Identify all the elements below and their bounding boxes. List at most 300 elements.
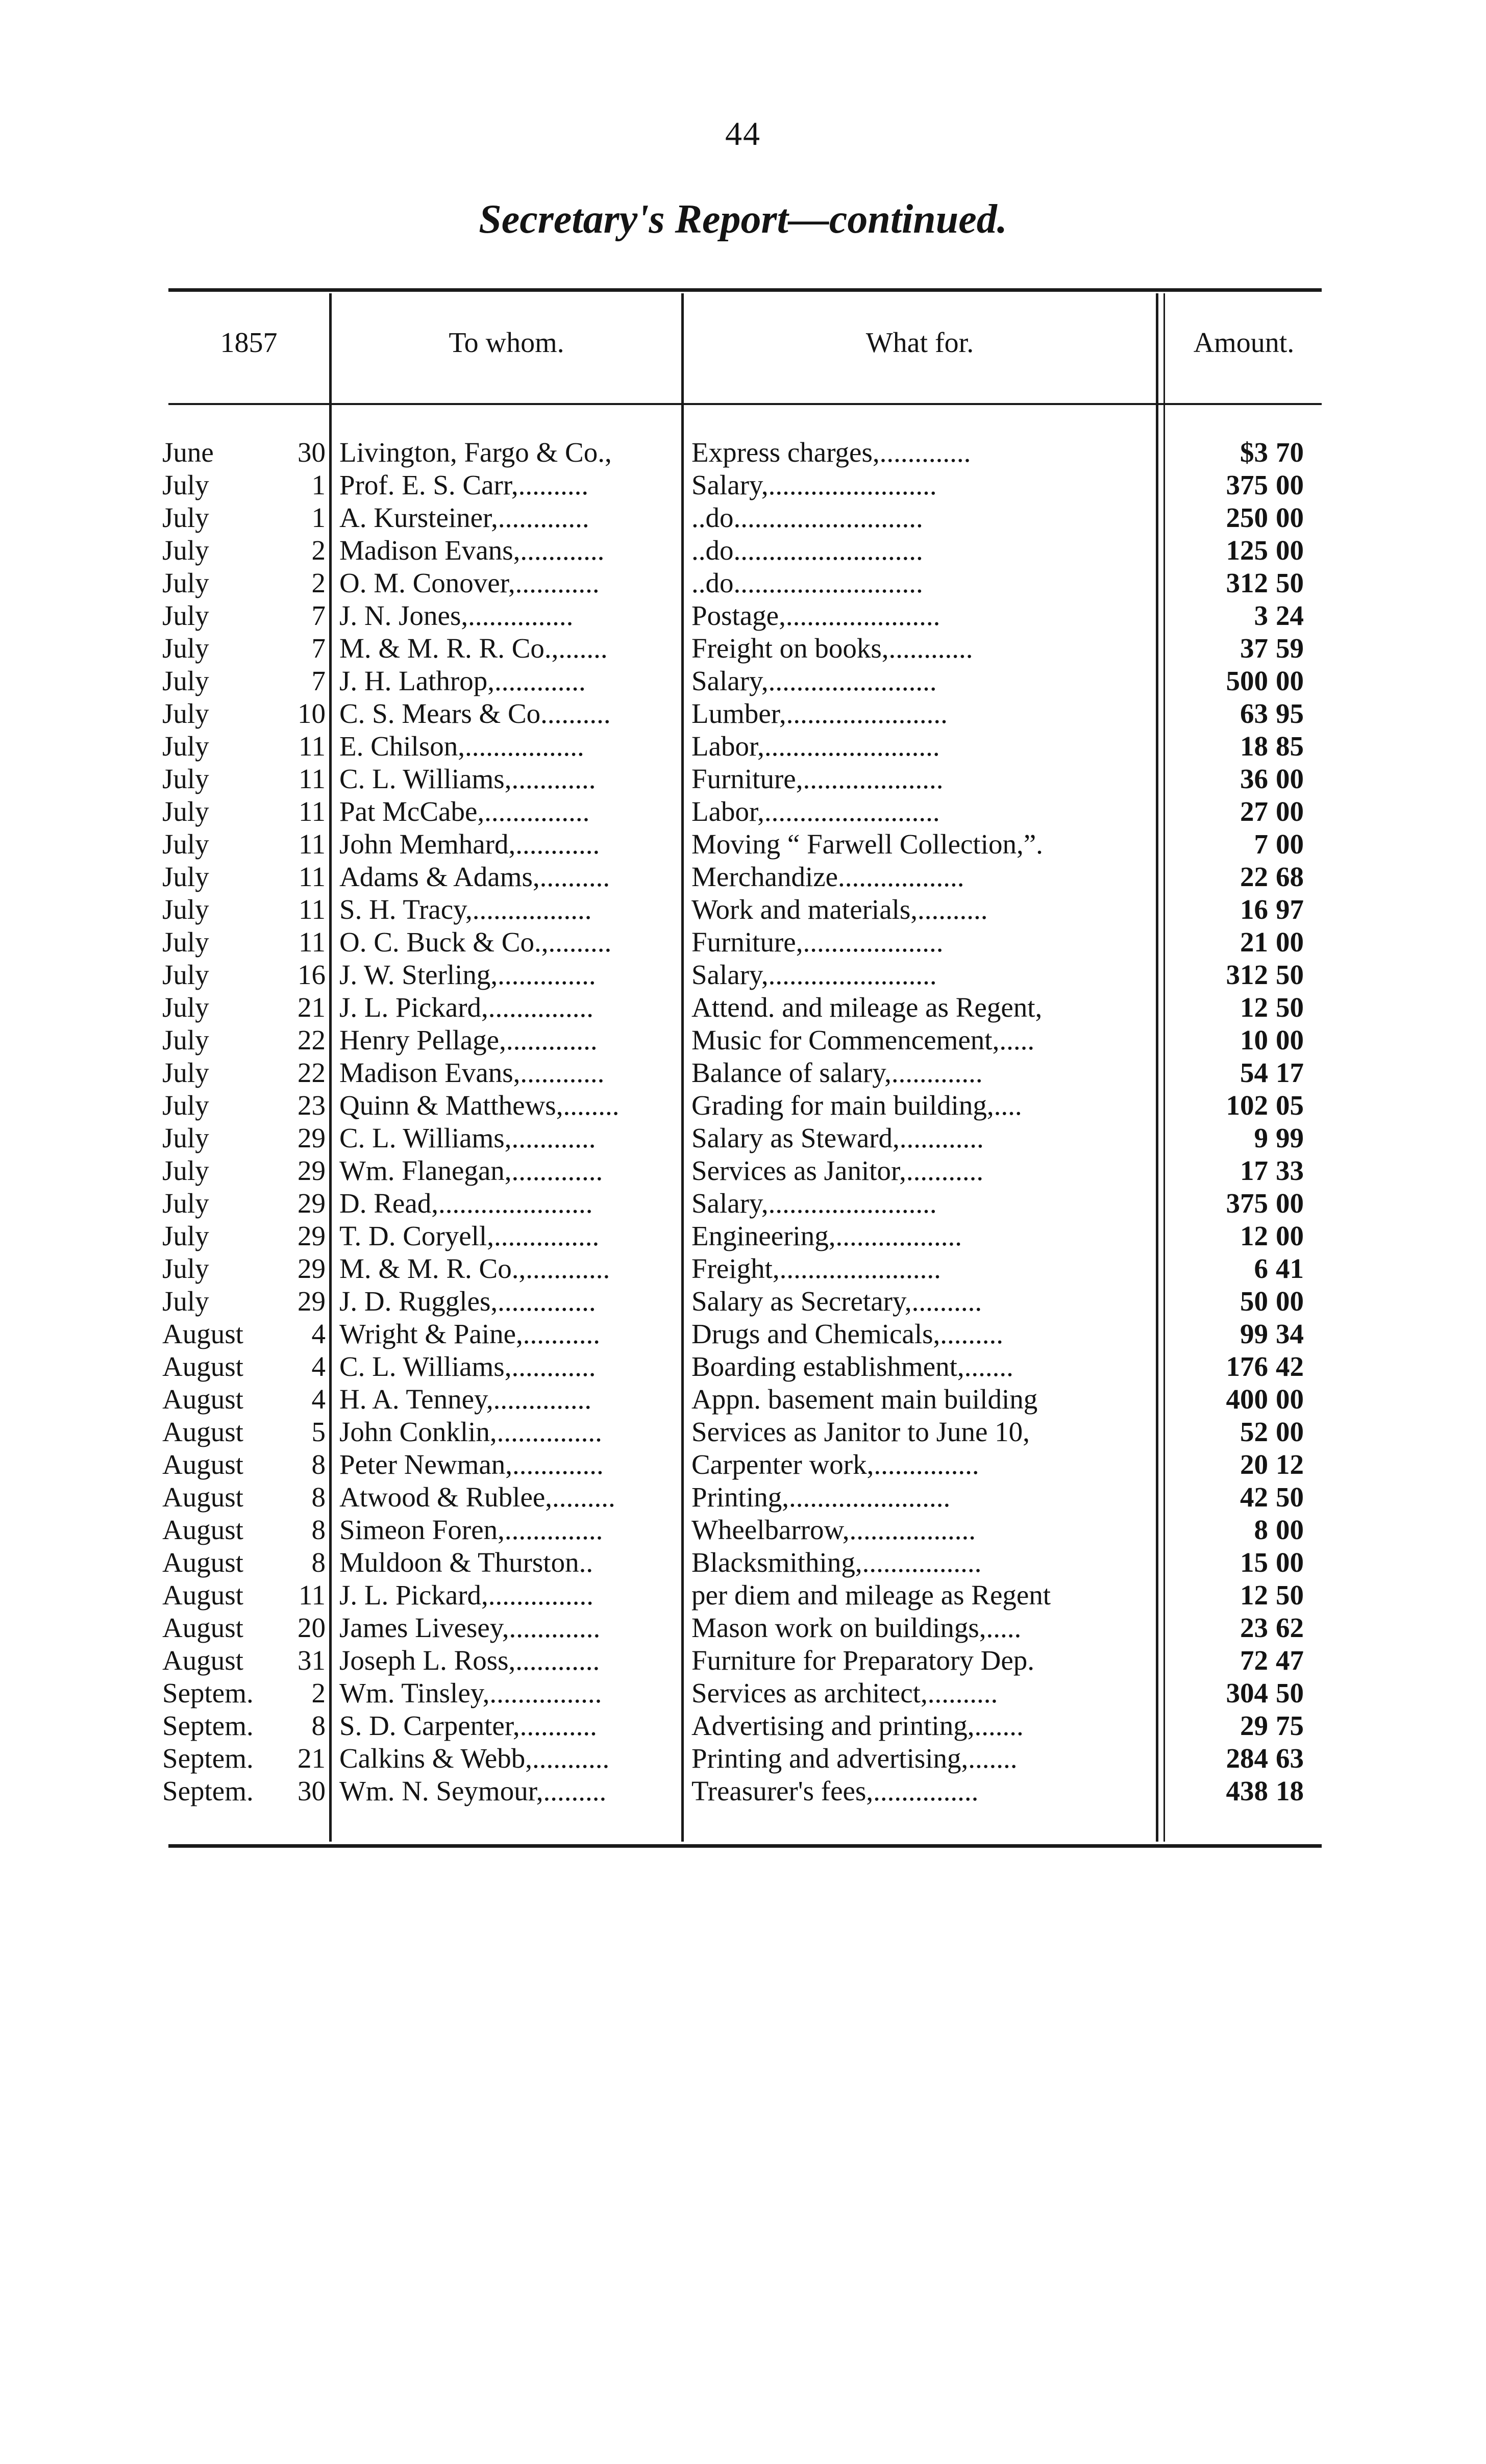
row-month: August [162, 1351, 243, 1382]
row-amount-cents: 34 [1276, 1318, 1304, 1349]
row-amount-dollars: 304 [1226, 1677, 1268, 1708]
row-month: July [162, 567, 209, 598]
row-month: Septem. [162, 1710, 254, 1741]
row-month: July [162, 1188, 209, 1219]
row-amount-cents: 97 [1276, 894, 1304, 925]
row-amount-dollars: 36 [1240, 763, 1268, 794]
row-day: 7 [311, 600, 326, 631]
row-what-for: Engineering,.................. [691, 1220, 962, 1251]
row-amount-dollars: 17 [1240, 1155, 1268, 1186]
table-row [0, 1612, 1486, 1644]
row-what-for: Boarding establishment,....... [691, 1351, 1013, 1382]
table-row [0, 861, 1486, 893]
row-amount-cents: 50 [1276, 992, 1304, 1023]
row-amount-cents: 00 [1276, 1220, 1304, 1251]
row-to-whom: E. Chilson,................. [339, 731, 584, 762]
row-amount-cents: 17 [1276, 1057, 1304, 1088]
row-month: July [162, 502, 209, 533]
row-amount-dollars: 284 [1226, 1743, 1268, 1774]
row-day: 11 [299, 828, 326, 860]
row-amount-cents: 99 [1276, 1122, 1304, 1153]
row-what-for: Blacksmithing,................. [691, 1547, 982, 1578]
table-bottom-rule [168, 1844, 1322, 1848]
row-day: 1 [311, 502, 326, 533]
row-to-whom: John Conklin,............... [339, 1416, 602, 1447]
row-day: 7 [311, 665, 326, 696]
row-amount-dollars: 52 [1240, 1416, 1268, 1447]
row-amount-cents: 33 [1276, 1155, 1304, 1186]
table-row [0, 730, 1486, 763]
row-amount-dollars: 22 [1240, 861, 1268, 892]
row-to-whom: Wm. Flanegan,............. [339, 1155, 603, 1186]
row-amount-dollars: 54 [1240, 1057, 1268, 1088]
row-amount-dollars: 37 [1240, 633, 1268, 664]
row-what-for: Drugs and Chemicals,......... [691, 1318, 1004, 1349]
row-to-whom: Quinn & Matthews,........ [339, 1090, 620, 1121]
row-month: July [162, 1122, 209, 1153]
row-day: 11 [299, 861, 326, 892]
row-what-for: Labor,......................... [691, 796, 940, 827]
row-what-for: Printing,....................... [691, 1481, 951, 1513]
table-row [0, 1481, 1486, 1514]
row-what-for: Salary as Secretary,.......... [691, 1286, 982, 1317]
row-to-whom: James Livesey,............. [339, 1612, 601, 1643]
table-row [0, 665, 1486, 697]
row-day: 21 [298, 992, 326, 1023]
row-day: 10 [298, 698, 326, 729]
row-day: 20 [298, 1612, 326, 1643]
row-amount-dollars: 102 [1226, 1090, 1268, 1121]
row-to-whom: J. W. Sterling,.............. [339, 959, 596, 990]
row-amount-cents: 85 [1276, 731, 1304, 762]
row-to-whom: Adams & Adams,.......... [339, 861, 610, 892]
row-month: August [162, 1318, 243, 1349]
row-amount-dollars: 250 [1226, 502, 1268, 533]
row-amount-cents: 00 [1276, 1514, 1304, 1545]
table-row [0, 1350, 1486, 1383]
row-amount-dollars: 42 [1240, 1481, 1268, 1513]
row-month: July [162, 665, 209, 696]
row-what-for: Treasurer's fees,............... [691, 1775, 979, 1806]
table-row [0, 1677, 1486, 1709]
row-month: July [162, 796, 209, 827]
table-row [0, 1122, 1486, 1154]
row-amount-cents: 00 [1276, 665, 1304, 696]
row-amount-cents: 00 [1276, 502, 1304, 533]
row-month: July [162, 763, 209, 794]
row-to-whom: John Memhard,............ [339, 828, 600, 860]
row-amount-dollars: 438 [1226, 1775, 1268, 1806]
row-month: July [162, 1057, 209, 1088]
row-amount-cents: 70 [1276, 437, 1304, 468]
ledger-table [0, 436, 1486, 1807]
row-what-for: Salary,........................ [691, 469, 937, 500]
row-to-whom: Calkins & Webb,........... [339, 1743, 610, 1774]
row-amount-cents: 00 [1276, 1286, 1304, 1317]
row-day: 11 [299, 731, 326, 762]
row-to-whom: C. L. Williams,............ [339, 763, 596, 794]
row-to-whom: Muldoon & Thurston.. [339, 1547, 593, 1578]
row-to-whom: C. S. Mears & Co.......... [339, 698, 611, 729]
row-what-for: Salary,........................ [691, 1188, 937, 1219]
row-month: July [162, 633, 209, 664]
row-what-for: Attend. and mileage as Regent, [691, 992, 1043, 1023]
row-what-for: Express charges,............. [691, 437, 971, 468]
row-to-whom: O. M. Conover,............ [339, 567, 600, 598]
row-to-whom: Madison Evans,............ [339, 535, 605, 566]
row-what-for: Lumber,....................... [691, 698, 948, 729]
row-month: July [162, 1286, 209, 1317]
row-day: 11 [299, 926, 326, 958]
row-amount-cents: 75 [1276, 1710, 1304, 1741]
row-to-whom: S. H. Tracy,................. [339, 894, 592, 925]
row-month: June [162, 437, 214, 468]
row-what-for: Balance of salary,............. [691, 1057, 983, 1088]
row-amount-cents: 95 [1276, 698, 1304, 729]
row-what-for: Salary,........................ [691, 959, 937, 990]
row-amount-cents: 62 [1276, 1612, 1304, 1643]
row-day: 29 [298, 1188, 326, 1219]
row-day: 22 [298, 1024, 326, 1055]
row-what-for: per diem and mileage as Regent [691, 1579, 1051, 1611]
row-amount-dollars: 18 [1240, 731, 1268, 762]
row-month: July [162, 731, 209, 762]
row-amount-cents: 59 [1276, 633, 1304, 664]
row-what-for: Appn. basement main building [691, 1384, 1038, 1415]
row-to-whom: Peter Newman,............. [339, 1449, 604, 1480]
row-to-whom: Prof. E. S. Carr,.......... [339, 469, 589, 500]
row-what-for: Freight on books,............ [691, 633, 973, 664]
row-amount-dollars: 312 [1226, 959, 1268, 990]
table-row [0, 501, 1486, 534]
row-amount-cents: 00 [1276, 926, 1304, 958]
row-month: Septem. [162, 1775, 254, 1806]
row-what-for: Work and materials,.......... [691, 894, 988, 925]
row-month: August [162, 1384, 243, 1415]
row-to-whom: H. A. Tenney,.............. [339, 1384, 592, 1415]
row-month: August [162, 1449, 243, 1480]
row-what-for: Mason work on buildings,..... [691, 1612, 1022, 1643]
row-what-for: Freight,....................... [691, 1253, 941, 1284]
row-day: 2 [311, 1677, 326, 1708]
row-amount-dollars: 125 [1226, 535, 1268, 566]
table-row [0, 1187, 1486, 1220]
row-what-for: Services as Janitor,........... [691, 1155, 984, 1186]
row-amount-dollars: 312 [1226, 567, 1268, 598]
row-day: 4 [311, 1384, 326, 1415]
row-month: July [162, 1253, 209, 1284]
row-what-for: ..do........................... [691, 502, 923, 533]
table-row [0, 1742, 1486, 1775]
header-year: 1857 [220, 327, 278, 359]
table-row [0, 599, 1486, 632]
row-to-whom: Wm. N. Seymour,......... [339, 1775, 607, 1806]
header-rule [168, 403, 1322, 405]
row-what-for: Merchandize.................. [691, 861, 964, 892]
row-month: August [162, 1416, 243, 1447]
page-number: 44 [725, 115, 761, 153]
row-amount-dollars: 21 [1240, 926, 1268, 958]
row-to-whom: J. D. Ruggles,.............. [339, 1286, 596, 1317]
table-row [0, 1089, 1486, 1122]
header-what-for: What for. [865, 327, 974, 359]
row-what-for: Advertising and printing,....... [691, 1710, 1024, 1741]
row-day: 30 [298, 1775, 326, 1806]
row-amount-cents: 00 [1276, 1024, 1304, 1055]
row-what-for: Services as architect,.......... [691, 1677, 998, 1708]
page-title: Secretary's Report—continued. [479, 197, 1007, 242]
row-day: 29 [298, 1253, 326, 1284]
row-day: 1 [311, 469, 326, 500]
row-month: August [162, 1645, 243, 1676]
row-month: July [162, 828, 209, 860]
table-row [0, 567, 1486, 599]
header-to-whom: To whom. [449, 327, 564, 359]
row-month: July [162, 861, 209, 892]
row-what-for: Moving “ Farwell Collection,”. [691, 828, 1043, 860]
row-amount-cents: 68 [1276, 861, 1304, 892]
row-day: 21 [298, 1743, 326, 1774]
row-amount-dollars: 176 [1226, 1351, 1268, 1382]
table-row [0, 1220, 1486, 1252]
row-day: 29 [298, 1220, 326, 1251]
row-what-for: Services as Janitor to June 10, [691, 1416, 1030, 1447]
row-amount-dollars: 15 [1240, 1547, 1268, 1578]
row-amount-dollars: 6 [1254, 1253, 1268, 1284]
table-row [0, 1285, 1486, 1318]
row-month: July [162, 1024, 209, 1055]
row-to-whom: A. Kursteiner,............. [339, 502, 589, 533]
row-what-for: Carpenter work,............... [691, 1449, 979, 1480]
row-month: July [162, 992, 209, 1023]
row-amount-dollars: 375 [1226, 469, 1268, 500]
row-to-whom: O. C. Buck & Co.,......... [339, 926, 612, 958]
table-row [0, 1154, 1486, 1187]
row-what-for: Furniture for Preparatory Dep. [691, 1645, 1035, 1676]
table-row [0, 926, 1486, 959]
table-row [0, 1644, 1486, 1677]
row-to-whom: M. & M. R. R. Co.,....... [339, 633, 608, 664]
row-day: 29 [298, 1122, 326, 1153]
row-amount-dollars: 12 [1240, 1579, 1268, 1611]
row-amount-cents: 00 [1276, 796, 1304, 827]
row-to-whom: C. L. Williams,............ [339, 1122, 596, 1153]
table-row [0, 828, 1486, 861]
table-row [0, 1546, 1486, 1579]
row-what-for: Salary,........................ [691, 665, 937, 696]
row-amount-dollars: 9 [1254, 1122, 1268, 1153]
row-to-whom: Atwood & Rublee,......... [339, 1481, 615, 1513]
row-month: July [162, 926, 209, 958]
row-amount-cents: 50 [1276, 959, 1304, 990]
row-amount-cents: 00 [1276, 1384, 1304, 1415]
row-what-for: Salary as Steward,............ [691, 1122, 984, 1153]
row-day: 8 [311, 1481, 326, 1513]
row-amount-cents: 00 [1276, 535, 1304, 566]
row-amount-dollars: 29 [1240, 1710, 1268, 1741]
table-row [0, 1514, 1486, 1546]
row-what-for: Postage,...................... [691, 600, 940, 631]
row-what-for: Music for Commencement,..... [691, 1024, 1035, 1055]
row-month: July [162, 1155, 209, 1186]
row-amount-cents: 42 [1276, 1351, 1304, 1382]
row-amount-cents: 50 [1276, 1481, 1304, 1513]
row-to-whom: Madison Evans,............ [339, 1057, 605, 1088]
row-month: July [162, 1220, 209, 1251]
row-what-for: ..do........................... [691, 567, 923, 598]
row-what-for: Wheelbarrow,.................. [691, 1514, 976, 1545]
row-to-whom: C. L. Williams,............ [339, 1351, 596, 1382]
table-top-rule [168, 288, 1322, 292]
row-what-for: ..do........................... [691, 535, 923, 566]
row-month: July [162, 535, 209, 566]
row-amount-dollars: 16 [1240, 894, 1268, 925]
table-row [0, 1579, 1486, 1612]
row-to-whom: Simeon Foren,.............. [339, 1514, 603, 1545]
row-month: Septem. [162, 1743, 254, 1774]
row-amount-cents: 00 [1276, 1188, 1304, 1219]
row-month: August [162, 1481, 243, 1513]
row-amount-dollars: 27 [1240, 796, 1268, 827]
row-to-whom: Henry Pellage,............. [339, 1024, 598, 1055]
table-row [0, 1057, 1486, 1089]
row-to-whom: Livington, Fargo & Co., [339, 437, 612, 468]
row-amount-cents: 63 [1276, 1743, 1304, 1774]
row-amount-cents: 50 [1276, 1579, 1304, 1611]
row-amount-cents: 50 [1276, 567, 1304, 598]
row-amount-dollars: 99 [1240, 1318, 1268, 1349]
row-amount-cents: 00 [1276, 1416, 1304, 1447]
row-day: 30 [298, 437, 326, 468]
row-to-whom: J. L. Pickard,............... [339, 1579, 594, 1611]
table-row [0, 534, 1486, 567]
row-day: 8 [311, 1514, 326, 1545]
row-month: August [162, 1514, 243, 1545]
row-amount-dollars: 500 [1226, 665, 1268, 696]
table-row [0, 1709, 1486, 1742]
row-amount-dollars: 50 [1240, 1286, 1268, 1317]
row-day: 29 [298, 1155, 326, 1186]
table-row [0, 1383, 1486, 1416]
table-row [0, 469, 1486, 501]
row-day: 16 [298, 959, 326, 990]
row-amount-dollars: 400 [1226, 1384, 1268, 1415]
row-month: August [162, 1547, 243, 1578]
row-amount-dollars: 375 [1226, 1188, 1268, 1219]
row-to-whom: M. & M. R. Co.,............ [339, 1253, 610, 1284]
row-day: 11 [299, 796, 326, 827]
row-amount-cents: 47 [1276, 1645, 1304, 1676]
row-month: July [162, 1090, 209, 1121]
row-to-whom: T. D. Coryell,............... [339, 1220, 600, 1251]
row-day: 23 [298, 1090, 326, 1121]
table-row [0, 763, 1486, 795]
row-day: 8 [311, 1449, 326, 1480]
row-amount-cents: 41 [1276, 1253, 1304, 1284]
row-amount-cents: 00 [1276, 1547, 1304, 1578]
row-month: August [162, 1579, 243, 1611]
row-day: 22 [298, 1057, 326, 1088]
row-what-for: Labor,......................... [691, 731, 940, 762]
row-month: July [162, 698, 209, 729]
row-amount-dollars: 7 [1254, 828, 1268, 860]
table-row [0, 632, 1486, 665]
row-month: August [162, 1612, 243, 1643]
row-to-whom: D. Read,...................... [339, 1188, 593, 1219]
row-to-whom: J. L. Pickard,............... [339, 992, 594, 1023]
row-month: July [162, 600, 209, 631]
row-amount-dollars: 3 [1254, 600, 1268, 631]
row-amount-dollars: 63 [1240, 698, 1268, 729]
row-day: 4 [311, 1351, 326, 1382]
row-amount-dollars: 72 [1240, 1645, 1268, 1676]
row-day: 29 [298, 1286, 326, 1317]
row-day: 11 [299, 894, 326, 925]
row-amount-cents: 12 [1276, 1449, 1304, 1480]
row-amount-dollars: 8 [1254, 1514, 1268, 1545]
row-month: July [162, 959, 209, 990]
row-amount-cents: 00 [1276, 828, 1304, 860]
table-row [0, 1775, 1486, 1807]
row-day: 7 [311, 633, 326, 664]
table-row [0, 893, 1486, 926]
row-month: July [162, 469, 209, 500]
table-row [0, 959, 1486, 991]
row-day: 2 [311, 535, 326, 566]
row-what-for: Furniture,.................... [691, 763, 944, 794]
row-amount-dollars: 12 [1240, 1220, 1268, 1251]
table-row [0, 991, 1486, 1024]
row-day: 31 [298, 1645, 326, 1676]
row-amount-cents: 50 [1276, 1677, 1304, 1708]
table-row [0, 436, 1486, 469]
row-what-for: Furniture,.................... [691, 926, 944, 958]
table-row [0, 1024, 1486, 1057]
table-row [0, 697, 1486, 730]
row-month: July [162, 894, 209, 925]
row-amount-dollars: 20 [1240, 1449, 1268, 1480]
row-amount-cents: 00 [1276, 469, 1304, 500]
row-to-whom: Wright & Paine,........... [339, 1318, 601, 1349]
row-day: 5 [311, 1416, 326, 1447]
row-day: 8 [311, 1710, 326, 1741]
table-row [0, 1448, 1486, 1481]
row-what-for: Grading for main building,.... [691, 1090, 1022, 1121]
row-day: 4 [311, 1318, 326, 1349]
table-row [0, 1318, 1486, 1350]
row-amount-cents: 18 [1276, 1775, 1304, 1806]
row-what-for: Printing and advertising,....... [691, 1743, 1018, 1774]
row-amount-cents: 05 [1276, 1090, 1304, 1121]
row-to-whom: S. D. Carpenter,........... [339, 1710, 597, 1741]
row-month: Septem. [162, 1677, 254, 1708]
row-amount-cents: 24 [1276, 600, 1304, 631]
header-amount: Amount. [1193, 327, 1295, 359]
row-to-whom: Pat McCabe,............... [339, 796, 590, 827]
row-to-whom: J. H. Lathrop,............. [339, 665, 586, 696]
row-amount-dollars: 12 [1240, 992, 1268, 1023]
row-amount-dollars: 10 [1240, 1024, 1268, 1055]
table-row [0, 1416, 1486, 1448]
table-row [0, 795, 1486, 828]
row-day: 11 [299, 763, 326, 794]
row-day: 2 [311, 567, 326, 598]
row-amount-dollars: $3 [1240, 437, 1268, 468]
table-row [0, 1252, 1486, 1285]
row-to-whom: J. N. Jones,............... [339, 600, 574, 631]
row-day: 11 [299, 1579, 326, 1611]
row-day: 8 [311, 1547, 326, 1578]
